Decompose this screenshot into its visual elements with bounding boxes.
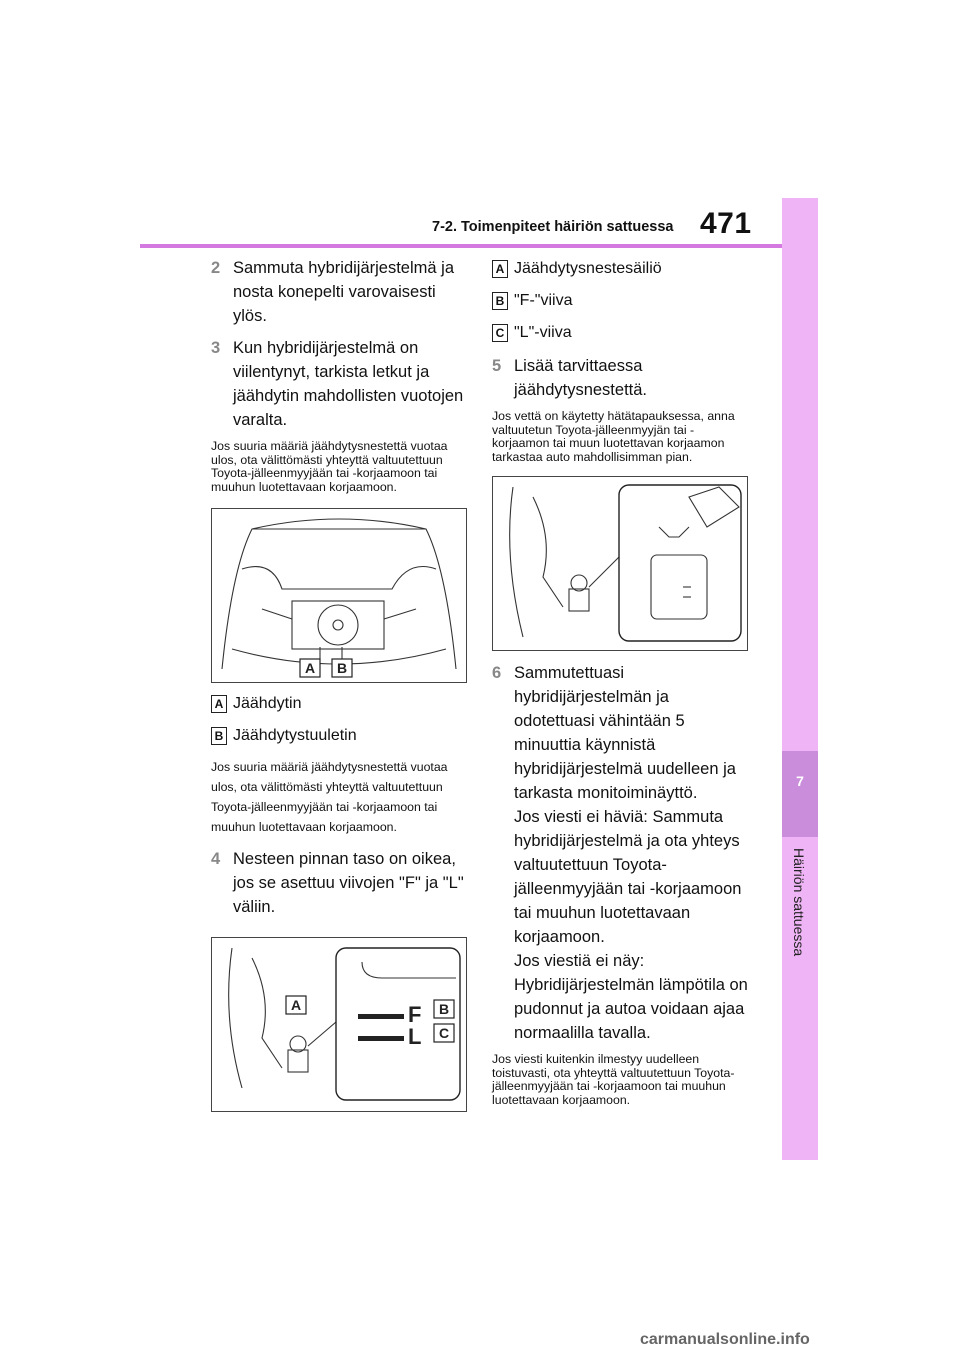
watermark: carmanualsonline.info — [640, 1331, 810, 1348]
step-number: 3 — [211, 339, 221, 357]
step-text: Nesteen pinnan taso on oikea, jos se asettuu viivojen "F" ja "L" väliin. — [233, 850, 464, 916]
hose — [252, 958, 282, 1068]
f-line-mark — [358, 1014, 404, 1019]
leader-line — [589, 557, 619, 587]
label-key: A — [492, 260, 508, 278]
l-mark: L — [408, 1024, 422, 1049]
callout-a: A — [290, 997, 302, 1013]
label-text: Jäähdytysnestesäiliö — [514, 260, 662, 277]
page-number: 471 — [700, 207, 752, 240]
callout-a: A — [304, 660, 316, 676]
label-text: Jäähdytystuuletin — [233, 727, 357, 744]
step-5 — [492, 354, 750, 402]
reservoir-tank — [569, 589, 589, 611]
body-outline — [510, 487, 523, 637]
refill-illustration — [493, 477, 747, 650]
l-line-mark — [358, 1036, 404, 1041]
chapter-side-tab[interactable] — [782, 198, 818, 1160]
step-text: Kun hybridijärjestelmä on viilentynyt, tarkista letkut ja jäähdytin mahdollisten vuotojen varalta. — [233, 339, 464, 429]
step-text-cleared: Jos viestiä ei näy: Hybridijärjestelmän lämpötila on pudonnut ja autoa voidaan ajaa normaalilla tavalla. — [514, 952, 748, 1042]
step-2 — [211, 256, 467, 328]
step-number: 4 — [211, 850, 221, 868]
fan-shroud — [318, 605, 358, 645]
label-l-line — [492, 322, 750, 344]
callout-b: B — [438, 1001, 450, 1017]
label-text: "L"-viiva — [514, 324, 572, 341]
detail-inset — [619, 485, 741, 641]
label-key: A — [211, 695, 227, 713]
refill-figure — [492, 476, 748, 651]
step-4 — [211, 847, 467, 919]
water-note: Jos vettä on käytetty hätätapauksessa, anna valtuutetun Toyota-jälleenmyyjän tai -korjaamon tai muun luotettavan korjaamon tarkastaa auto mahdollisimman pian. — [492, 409, 735, 464]
label-f-line — [492, 290, 750, 312]
body-outline — [229, 948, 242, 1088]
engine-bay-illustration — [212, 509, 466, 682]
label-text: Jäähdytin — [233, 695, 302, 712]
chapter-number: 7 — [782, 751, 818, 837]
right-column — [492, 258, 750, 1117]
reservoir-level-figure — [211, 937, 467, 1112]
label-key: B — [492, 292, 508, 310]
radiator-frame — [292, 601, 384, 649]
step-text: Lisää tarvittaessa jäähdytysnestettä. — [514, 357, 647, 399]
hood-edge — [252, 519, 426, 529]
label-reservoir — [492, 258, 750, 280]
step-number: 2 — [211, 259, 221, 277]
leak-note-repeat: Jos suuria määriä jäähdytysnestettä vuotaa ulos, ota välittömästi yhteyttä valtuutettuun Toyota-jälleenmyyjään tai -korjaamoon tai muuhun luotettavaan korjaamoon. — [211, 760, 448, 834]
label-radiator — [211, 693, 467, 715]
step-3 — [211, 336, 467, 432]
step-number: 6 — [492, 664, 502, 682]
hose — [533, 497, 563, 607]
callout-b: B — [336, 660, 348, 676]
label-key: C — [492, 324, 508, 342]
f-mark: F — [408, 1002, 422, 1027]
step-6 — [492, 661, 750, 1045]
label-fan — [211, 725, 467, 747]
step-text-no-clear: Jos viesti ei häviä: Sammuta hybridijärjestelmä ja ota yhteys valtuutettuun Toyota-jälleenmyyjään tai -korjaamoon tai muuhun luotettavaan korjaamoon. — [514, 808, 742, 946]
callout-c: C — [438, 1025, 450, 1041]
fender-line — [242, 567, 436, 590]
repeat-message-note: Jos viesti kuitenkin ilmestyy uudelleen toistuvasti, ota yhteyttä valtuutettuun Toyota-jälleenmyyjään tai -korjaamoon tai muuhun luotettavaan korjaamoon. — [492, 1052, 735, 1107]
step-text: Sammuta hybridijärjestelmä ja nosta konepelti varovaisesti ylös. — [233, 259, 455, 325]
leak-note: Jos suuria määriä jäähdytysnestettä vuotaa ulos, ota välittömästi yhteyttä valtuutettuun Toyota-jälleenmyyjään tai -korjaamoon tai muuhun luotettavaan korjaamoon. — [211, 439, 448, 494]
step-text: Sammutettuasi hybridijärjestelmän ja odotettuasi vähintään 5 minuuttia käynnistä hybridijärjestelmä uudelleen ja tarkasta monitoiminäyttö. — [514, 664, 736, 802]
engine-bay-figure — [211, 508, 467, 683]
hood-outline — [222, 529, 456, 669]
chapter-title: Häiriön sattuessa — [791, 848, 807, 957]
leader-a — [308, 1022, 336, 1046]
left-column — [211, 256, 467, 1122]
step-number: 5 — [492, 357, 502, 375]
reservoir-tank — [288, 1050, 308, 1072]
header-rule — [140, 244, 788, 248]
fan-hub — [333, 620, 343, 630]
section-title: 7-2. Toimenpiteet häiriön sattuessa — [432, 219, 674, 235]
label-text: "F-"viiva — [514, 292, 573, 309]
reservoir-level-illustration — [212, 938, 466, 1111]
label-key: B — [211, 727, 227, 745]
hose-lines — [262, 609, 416, 619]
